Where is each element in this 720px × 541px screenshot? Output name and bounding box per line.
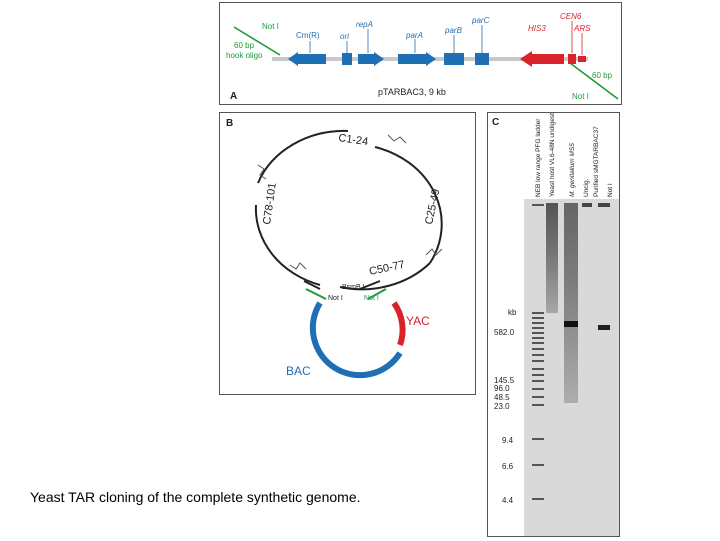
hook-left-label-1: 60 bp xyxy=(234,41,255,50)
marker-9: 9.4 xyxy=(502,436,514,445)
arc-yac xyxy=(394,303,403,345)
marker-48: 48.5 xyxy=(494,393,510,402)
lane-label-4: Uncig. xyxy=(583,178,590,197)
hook-left-label-2: hook oligo xyxy=(226,51,263,60)
label-cen6: CEN6 xyxy=(560,12,582,21)
gene-cm xyxy=(288,52,326,66)
noti-left-label: Not I xyxy=(262,22,279,31)
label-cm: Cm(R) xyxy=(296,31,320,40)
label-repa: repA xyxy=(356,20,373,29)
label-ars: ARS xyxy=(574,24,591,33)
panel-b-letter: B xyxy=(226,118,234,129)
label-parc: parC xyxy=(472,16,490,25)
lane-ms5-smear xyxy=(564,203,578,403)
lane-labels xyxy=(535,113,614,197)
hook-right-label: 60 bp xyxy=(592,71,613,80)
lane-label-2: Yeast host VL6-48N undigested xyxy=(549,113,556,197)
label-c78-101: C78-101 xyxy=(261,181,279,226)
lane-label-1: NEB low range PFG ladder xyxy=(535,118,542,197)
lane-noti-well xyxy=(598,203,610,207)
gene-ori xyxy=(342,53,352,65)
gene-ars xyxy=(578,56,586,62)
label-c1-24: C1-24 xyxy=(337,132,369,149)
plasmid-label: pTARBAC3, 9 kb xyxy=(378,87,446,97)
marker-6: 6.6 xyxy=(502,462,514,471)
enzyme-label: BsmB I xyxy=(342,284,365,291)
gene-repa xyxy=(358,52,384,66)
label-bac: BAC xyxy=(286,364,311,378)
arc-top xyxy=(258,131,348,183)
tar-diagram xyxy=(220,113,475,394)
panel-a xyxy=(219,2,622,105)
kb-label: kb xyxy=(508,308,517,317)
gene-cen6 xyxy=(568,54,576,64)
lane-yeast-smear xyxy=(546,203,558,313)
panel-a-letter: A xyxy=(230,91,238,102)
gel-image xyxy=(488,113,619,536)
noti-b-right: Not I xyxy=(364,295,379,302)
lane-uncut-well xyxy=(582,203,592,207)
label-his3: HIS3 xyxy=(528,24,546,33)
marker-4: 4.4 xyxy=(502,496,514,505)
panel-b xyxy=(219,112,476,395)
marker-23: 23.0 xyxy=(494,402,510,411)
arc-bac xyxy=(313,303,400,375)
lane-label-6: Not I xyxy=(607,183,614,197)
label-para: parA xyxy=(406,31,423,40)
panel-c-letter: C xyxy=(492,117,500,128)
lane-label-3: M. genitalium MS5 xyxy=(569,143,576,197)
label-c50-77: C50-77 xyxy=(368,258,406,278)
label-c25-49: C25-49 xyxy=(423,187,443,226)
band-noti xyxy=(598,325,610,330)
gene-parb xyxy=(444,53,464,65)
gene-parc xyxy=(475,53,489,65)
label-ori: ori xyxy=(340,32,349,41)
marker-582: 582.0 xyxy=(494,328,515,337)
noti-right-label: Not I xyxy=(572,92,589,101)
gene-para xyxy=(398,52,436,66)
marker-96: 96.0 xyxy=(494,384,510,393)
marker-145: 145.5 xyxy=(494,376,515,385)
noti-b-left: Not I xyxy=(328,295,343,302)
label-parb: parB xyxy=(445,26,462,35)
hook-b-left xyxy=(306,289,326,299)
plasmid-map xyxy=(220,3,621,104)
label-yac: YAC xyxy=(406,314,430,328)
figure-caption: Yeast TAR cloning of the complete synthetic genome. xyxy=(30,489,361,505)
lane-label-5: Purified sMGTARBAC37 xyxy=(593,126,600,197)
gene-his3 xyxy=(520,51,564,67)
panel-c xyxy=(487,112,620,537)
band-ms5 xyxy=(564,321,578,327)
